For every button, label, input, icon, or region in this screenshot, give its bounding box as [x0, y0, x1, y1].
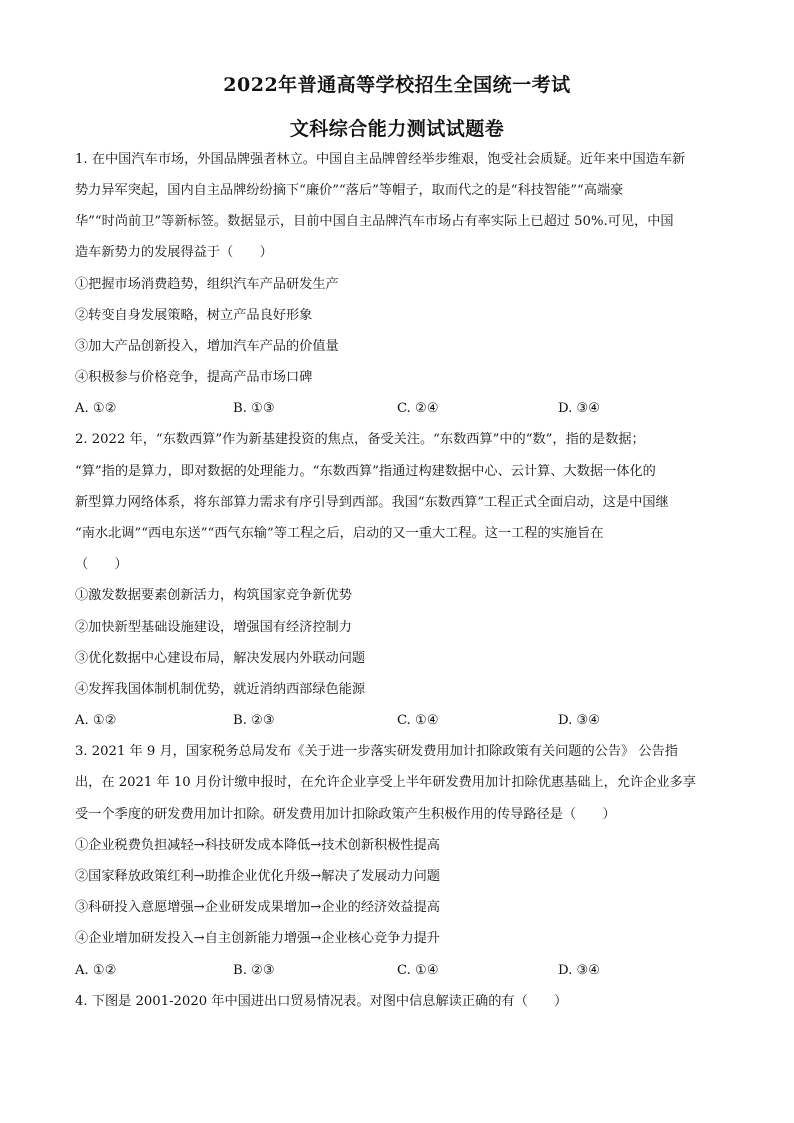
q1-option-b: B. ①③ — [233, 401, 275, 416]
q3-item-4: ④企业增加研发投入→自主创新能力增强→企业核心竞争力提升 — [75, 931, 440, 946]
q2-stem-line-2: “算”指的是算力，即对数据的处理能力。“东数西算”指通过构建数据中心、云计算、大数据一体化的 — [75, 464, 656, 479]
q1-item-2: ②转变自身发展策略，树立产品良好形象 — [75, 308, 313, 323]
q3-item-1: ①企业税费负担减轻→科技研发成本降低→技术创新积极性提高 — [75, 838, 440, 853]
q2-option-b: B. ②③ — [233, 713, 275, 728]
q1-stem-line-2: 势力异军突起，国内自主品牌纷纷摘下“廉价”“落后”等帽子，取而代之的是“科技智能”“高端豪 — [75, 183, 624, 198]
q1-option-a: A. ①② — [75, 401, 117, 416]
q2-item-4: ④发挥我国体制机制优势，就近消纳西部绿色能源 — [75, 682, 366, 697]
q2-option-d: D. ③④ — [558, 713, 601, 728]
q3-stem-line-3: 受一个季度的研发费用加计扣除。研发费用加计扣除政策产生积极作用的传导路径是（ ） — [75, 807, 616, 822]
q3-stem-line-1: 3. 2021 年 9 月，国家税务总局发布《关于进一步落实研发费用加计扣除政策有关问题的公告》 公告指 — [75, 744, 678, 759]
q2-stem-line-5: （ ） — [75, 557, 128, 572]
q1-item-1: ①把握市场消费趋势，组织汽车产品研发生产 — [75, 277, 339, 292]
exam-title: 2022年普通高等学校招生全国统一考试 — [223, 74, 571, 96]
q1-option-d: D. ③④ — [558, 401, 601, 416]
q1-stem-line-4: 造车新势力的发展得益于（ ） — [75, 245, 273, 260]
q3-option-a: A. ①② — [75, 963, 117, 978]
q2-option-c: C. ①④ — [397, 713, 439, 728]
q3-option-d: D. ③④ — [558, 963, 601, 978]
q2-option-a: A. ①② — [75, 713, 117, 728]
exam-subtitle: 文科综合能力测试试题卷 — [289, 118, 505, 140]
q2-item-1: ①激发数据要素创新活力，构筑国家竞争新优势 — [75, 588, 352, 603]
q2-item-2: ②加快新型基础设施建设，增强国有经济控制力 — [75, 620, 352, 635]
q1-option-c: C. ②④ — [397, 401, 439, 416]
q2-stem-line-3: 新型算力网络体系，将东部算力需求有序引导到西部。我国“东数西算”工程正式全面启动，这是中国继 — [75, 495, 669, 510]
q3-option-c: C. ①④ — [397, 963, 439, 978]
q1-stem-line-1: 1. 在中国汽车市场，外国品牌强者林立。中国自主品牌曾经举步维艰，饱受社会质疑。近年来中国造车新 — [75, 152, 686, 167]
q3-item-2: ②国家释放政策红利→助推企业优化升级→解决了发展动力问题 — [75, 869, 440, 884]
q3-item-3: ③科研投入意愿增强→企业研发成果增加→企业的经济效益提高 — [75, 900, 440, 915]
q2-item-3: ③优化数据中心建设布局，解决发展内外联动问题 — [75, 651, 366, 666]
q2-stem-line-1: 2. 2022 年，“东数西算”作为新基建投资的焦点，备受关注。“东数西算”中的“数”，指的是数据； — [75, 432, 645, 447]
q3-stem-line-2: 出，在 2021 年 10 月份计缴申报时，在允许企业享受上半年研发费用加计扣除优惠基础上，允许企业多享 — [75, 775, 696, 790]
q1-stem-line-3: 华”“时尚前卫”等新标签。数据显示，目前中国自主品牌汽车市场占有率实际上已超过 50%.可见，中国 — [75, 214, 674, 229]
q2-stem-line-4: “南水北调”“西电东送”“西气东输”等工程之后，启动的又一重大工程。这一工程的实施旨在 — [75, 526, 604, 541]
q1-item-4: ④积极参与价格竞争，提高产品市场口碑 — [75, 370, 313, 385]
q4-stem-line-1: 4. 下图是 2001-2020 年中国进出口贸易情况表。对图中信息解读正确的有（ ） — [75, 994, 568, 1009]
q3-option-b: B. ②③ — [233, 963, 275, 978]
q1-item-3: ③加大产品创新投入，增加汽车产品的价值量 — [75, 339, 339, 354]
